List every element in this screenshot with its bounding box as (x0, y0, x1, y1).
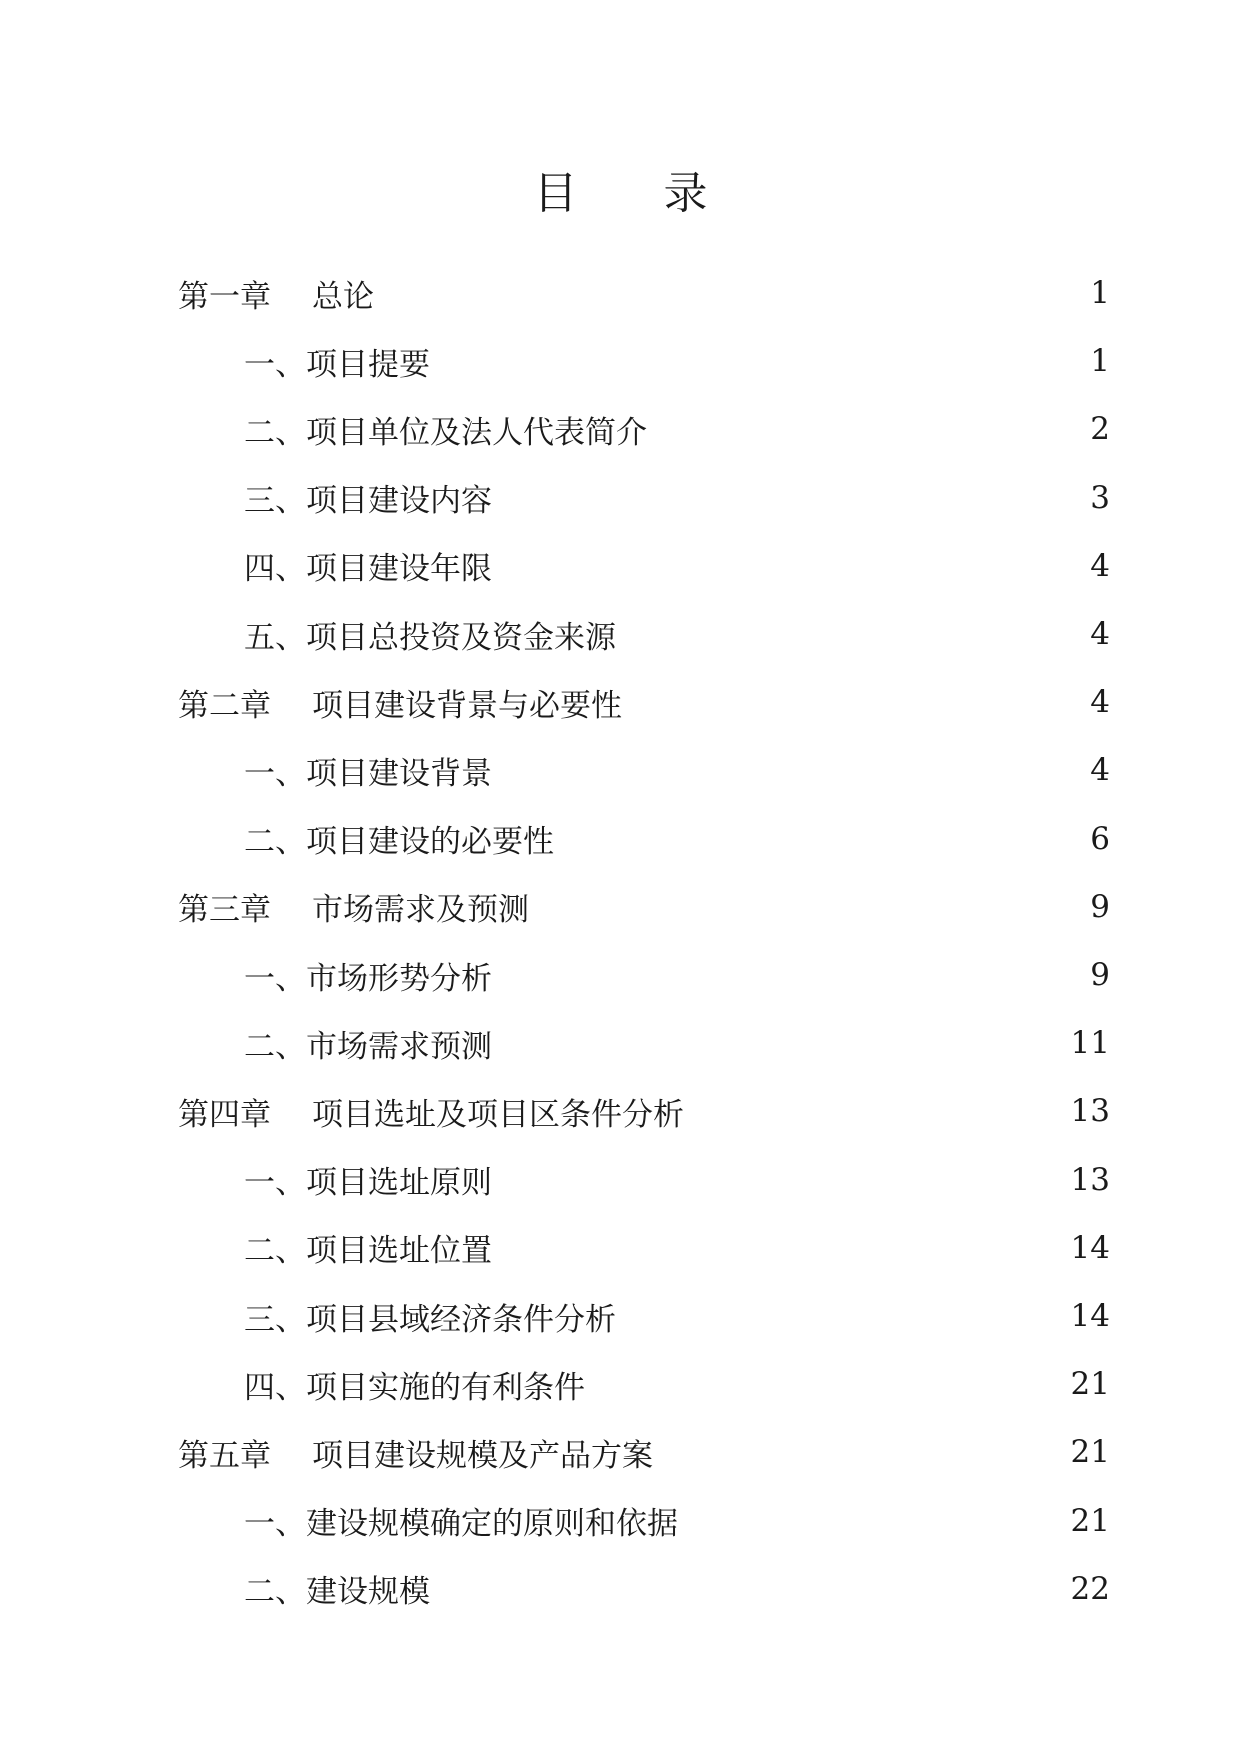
toc-entry-title: 项目选址及项目区条件分析 (312, 1096, 684, 1133)
toc-entry-title: 三、项目建设内容 (244, 483, 492, 520)
toc-entry[interactable] (178, 1293, 1110, 1339)
toc-page-number: 4 (1090, 684, 1110, 721)
toc-entry[interactable] (178, 679, 1110, 725)
toc-chapter-number: 第二章 (178, 687, 271, 724)
toc-page-number: 14 (1070, 1298, 1110, 1334)
toc-entry[interactable] (178, 1020, 1110, 1066)
toc-entry-title: 项目建设背景与必要性 (312, 687, 622, 724)
toc-entry[interactable] (178, 1088, 1110, 1134)
toc-entry[interactable] (178, 1498, 1110, 1544)
dot-leader (562, 816, 1084, 862)
toc-entry[interactable] (178, 1225, 1110, 1271)
toc-chapter-number: 第三章 (178, 892, 271, 929)
toc-entry[interactable] (178, 406, 1110, 452)
dot-leader (661, 1429, 1065, 1475)
dot-leader (500, 1225, 1065, 1271)
dot-leader (500, 543, 1084, 589)
toc-entry[interactable] (178, 1566, 1110, 1612)
toc-entry[interactable] (178, 270, 1110, 316)
toc-page-number: 21 (1070, 1502, 1110, 1539)
toc-page-number: 1 (1090, 275, 1110, 311)
toc-entry[interactable] (178, 338, 1110, 384)
dot-leader (438, 338, 1084, 384)
dot-leader (630, 679, 1084, 725)
dot-leader (593, 1361, 1065, 1407)
toc-entry-title: 一、项目建设背景 (244, 755, 492, 792)
dot-leader (382, 270, 1084, 316)
toc-entry-title: 二、建设规模 (244, 1574, 430, 1611)
toc-entry[interactable] (178, 611, 1110, 657)
dot-leader (500, 1157, 1065, 1203)
toc-entry[interactable] (178, 884, 1110, 930)
page-title: 目 录 (533, 168, 744, 220)
toc-entry-title: 总论 (312, 278, 374, 315)
dot-leader (500, 747, 1084, 793)
toc-entry-title: 一、市场形势分析 (244, 960, 492, 997)
dot-leader (655, 406, 1084, 452)
toc-page-number: 13 (1070, 1093, 1110, 1130)
toc-page-number: 6 (1090, 820, 1110, 857)
toc-entry-title: 二、市场需求预测 (244, 1028, 492, 1065)
toc-page-number: 13 (1070, 1161, 1110, 1198)
toc-page-number: 9 (1090, 957, 1110, 993)
toc-entry-title: 四、项目实施的有利条件 (244, 1369, 585, 1406)
toc-entry-title: 一、建设规模确定的原则和依据 (244, 1506, 678, 1543)
toc-entry-title: 市场需求及预测 (312, 892, 529, 929)
dot-leader (438, 1566, 1065, 1612)
toc-chapter-number: 第五章 (178, 1437, 271, 1474)
dot-leader (692, 1088, 1065, 1134)
toc-entry[interactable] (178, 1157, 1110, 1203)
toc-entry-title: 二、项目选址位置 (244, 1233, 492, 1270)
toc-entry[interactable] (178, 543, 1110, 589)
dot-leader (500, 1020, 1065, 1066)
toc-page-number: 22 (1070, 1570, 1110, 1607)
toc-page-number: 11 (1070, 1025, 1110, 1062)
toc-chapter-number: 第四章 (178, 1096, 271, 1133)
toc-entry-title: 一、项目选址原则 (244, 1165, 492, 1202)
toc-entry[interactable] (178, 1429, 1110, 1475)
toc-chapter-number: 第一章 (178, 278, 271, 315)
toc-entry[interactable] (178, 952, 1110, 998)
toc-entry-title: 三、项目县域经济条件分析 (244, 1301, 616, 1338)
toc-entry[interactable] (178, 1361, 1110, 1407)
toc-page-number: 21 (1070, 1434, 1110, 1471)
toc-page-number: 1 (1090, 343, 1110, 380)
toc-entry-title: 二、项目建设的必要性 (244, 824, 554, 861)
toc-page-number: 4 (1090, 547, 1110, 584)
dot-leader (624, 1293, 1065, 1339)
toc-entry-title: 一、项目提要 (244, 346, 430, 383)
toc-page-number: 9 (1090, 888, 1110, 925)
toc-page-number: 3 (1090, 479, 1110, 516)
toc-page-number: 14 (1070, 1229, 1110, 1266)
dot-leader (500, 952, 1084, 998)
toc-entry-title: 项目建设规模及产品方案 (312, 1437, 653, 1474)
toc-page-number: 4 (1090, 752, 1110, 789)
toc-entry[interactable] (178, 747, 1110, 793)
toc-entry-title: 四、项目建设年限 (244, 551, 492, 588)
toc-entry[interactable] (178, 475, 1110, 521)
toc-entry-title: 五、项目总投资及资金来源 (244, 619, 616, 656)
dot-leader (500, 475, 1084, 521)
toc-entry[interactable] (178, 816, 1110, 862)
dot-leader (624, 611, 1084, 657)
toc-page-number: 2 (1090, 411, 1110, 448)
toc-page-number: 4 (1090, 616, 1110, 652)
toc-page-number: 21 (1070, 1366, 1110, 1403)
toc-entry-title: 二、项目单位及法人代表简介 (244, 414, 647, 451)
dot-leader (686, 1498, 1065, 1544)
dot-leader (537, 884, 1084, 930)
